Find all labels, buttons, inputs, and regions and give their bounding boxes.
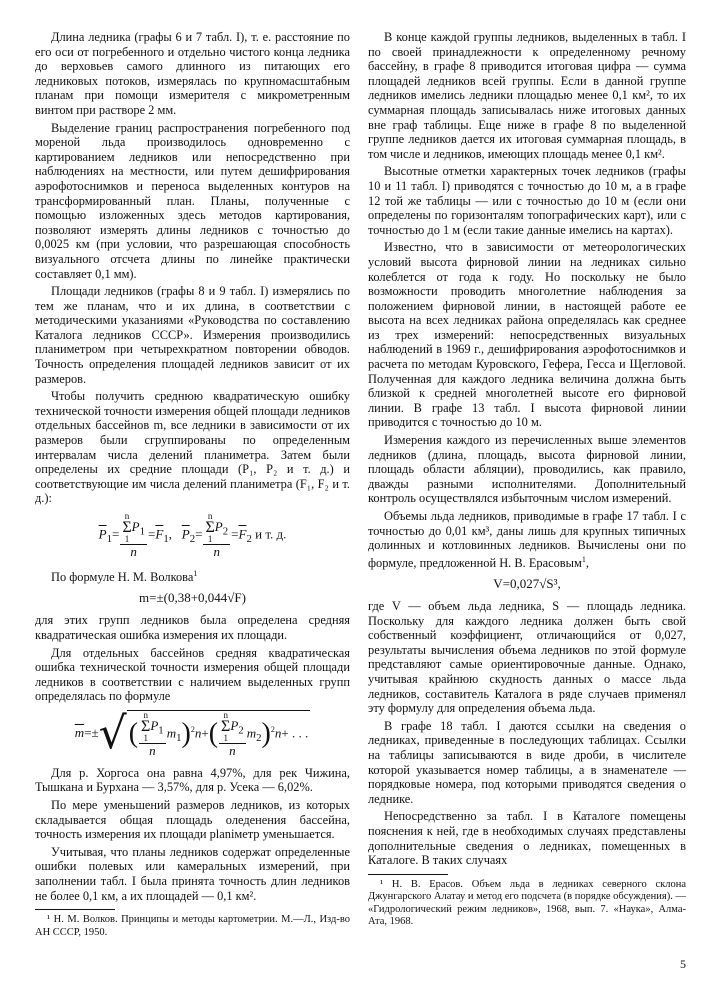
paragraph-debris-ice: Выделение границ распространения погребенного под мореной льда производилось одновременно с картированием ледников или непосредственно при наблюдениях на местности, или путем дешифрирования аэрофотоснимков и переноса выделенных контуров на трансформированный план. Планы, полученные с помощью изложенных здесь методов картирования, позволяют измерять длины ледников с точностью до 0,0025 км (при условии, что разрешающая способность визуального отсчета длины по линейке практически составляет 0,1 мм). xyxy=(35,120,350,281)
paragraph-volume-notes: где V — объем льда ледника, S — площадь ледника. Поскольку для каждого ледника должен быть свой собственный коэффициент, отличающийся от 0,027, результаты вычисления объема ледников по этой формуле представляют самые ориентировочные данные. Однако, учитывая крайнюю скудность данных о массе льда ледников, составитель Каталога в ряде случаев применял эту формулу для определения объема льда. xyxy=(368,599,686,716)
paragraph-firn-line: Известно, что в зависимости от метеорологических условий высота фирновой линии на ледниках сильно колеблется от года к году. Но поскольку не было возможности проводить многолетние наблюдения за положением фирновой линии, в настоящей работе ее высота на всех ледниках района определялась как среднее из трех измерений: непосредственных визуальных наблюдений в 1969 г., дешифрирования аэрофотоснимков и расчета по методам Куровского, Гефера, Гесса и Щегловой. Полученная для каждого ледника величина должна быть близкой к средней многолетней высоте его фирновой линии. В графе 13 табл. I высота фирновой линии приводится с точностью до 10 м. xyxy=(368,240,686,430)
footnote-volkov: ¹ Н. М. Волков. Принципы и методы картометрии. М.—Л., Изд-во АН СССР, 1950. xyxy=(35,914,350,938)
paragraph-explanations: Непосредственно за табл. I в Каталоге помещены пояснения к ней, где в необходимых случаях представлены дополнительные сведения о ледниках, помещенных в Каталоге. В таких случаях xyxy=(368,809,686,868)
footnote-divider xyxy=(368,874,448,875)
formula-basin-error: $\overline{m}=\pm√$( n Σ $1P_1$ n $m_1)^2n+$( n Σ $1P_2$ n $m_2)^2n+$ . . . xyxy=(74,707,309,759)
footnote-erasov: ¹ Н. В. Ерасов. Объем льда в ледниках северного склона Джунгарского Алатау и метод его подсчета (в порядке обсуждения). — «Гидрологический режим ледников», 1968, вып. 7. «Наука», Алма-Ата, 1968. xyxy=(368,878,686,928)
paragraph-glacier-length: Длина ледника (графы 6 и 7 табл. I), т. е. расстояние по его оси от погребенного и отдельно чистого конца ледника до верховьев самого длинного из питающих его ледниковых потоков, измерялась по крупномасштабным планам при помощи измерителя с микрометренным винтом при растворе 2 мм. xyxy=(35,30,350,117)
paragraph-group-error: для этих групп ледников была определена средняя квадратическая ошибка измерения их площади. xyxy=(35,613,350,642)
paragraph-horgos: Для р. Хоргоса она равна 4,97%, для рек Чижина, Тышкана и Бурхана — 3,57%, для р. Усека — 6,02%. xyxy=(35,765,350,795)
formula-volkov: m=±(0,38+0,044√F) xyxy=(139,589,246,605)
paragraph-glacier-areas: Площади ледников (графы 8 и 9 табл. I) измерялись по тем же планам, что и их длина, в соответствии с методическими указаниями «Руководства по составлению Каталога ледников СССР». Измерения производились планиметром при четырехкратном повторении обводов. Точность определения площадей ледников зависит от их размеров. xyxy=(35,284,350,386)
paragraph-references: В графе 18 табл. I даются ссылки на сведения о ледниках, приведенные в последующих таблицах. Ссылки на таблицы записываются в виде дроби, в числителе которой указывается номер таблицы, а в знаменателе — порядковые номера, под которыми приводятся сведения о леднике. xyxy=(368,718,686,806)
paragraph-ice-volume: Объемы льда ледников, приводимые в графе 17 табл. I с точностью до 0,01 км³, даны лишь для крупных типичных долинных и котловинных ледников. Вычислены они по формуле, предложенной Н. В. Ерасовым$^1$, xyxy=(368,509,686,570)
footnote-divider xyxy=(35,909,115,910)
paragraph-group-totals: В конце каждой группы ледников, выделенных в табл. I по своей принадлежности к определенному речному бассейну, в графе 8 приводится итоговая цифра — сумма площадей ледников всей группы. Если в данной группе ледников имелись ледники площадью менее 0,1 км², то их суммарная площадь записывалась ниже итоговых данных вне граф таблицы. Еще ниже в графе 8 по выделенной группе ледников дается их итоговая суммарная площадь, в том числе и ледников, имеющих площадь менее 0,1 км². xyxy=(368,30,686,161)
paragraph-measurements: Измерения каждого из перечисленных выше элементов ледников (длина, площадь, высота фирновой линии, площадь области абляции), проводились, как правило, дважды разными исполнителями. Дополнительный контроль осуществлялся избыточным числом измерений. xyxy=(368,433,686,506)
paragraph-size-decrease: По мере уменьшений размеров ледников, из которых складывается общая площадь оледенения бассейна, точность измерения их площади planiметр уменьшается. xyxy=(35,798,350,842)
page-number: 5 xyxy=(680,957,686,971)
paragraph-volkov: По формуле Н. М. Волкова$^1$ xyxy=(51,569,198,585)
left-column xyxy=(35,30,350,939)
formula-erasov: V=0,027√S³, xyxy=(493,575,561,591)
formula-mean-areas: $\overline{P}_1=$ n Σ $1P_1$ n $=\overline{F}_1$, $\overline{P}_2=$ n Σ $1P_2$ n $=\overline{F}_2$ и т. д. xyxy=(98,511,287,559)
paragraph-mean-error: Чтобы получить среднюю квадратическую ошибку технической точности измерения общей площади ледников отдельных бассейнов m, все ледники в зависимости от их размеров были сгруппированы по определенным интервалам числа делений планиметра. Затем были определены их средние площади (P₁, P₂ и т. д.) и соответствующие им числа делений планиметра (F₁, F₂ и т. д.): xyxy=(35,389,350,506)
paragraph-basin-error: Для отдельных бассейнов средняя квадратическая ошибка технической точности измерения общей площади ледников в соответствии с наличием выделенных групп определялась по формуле xyxy=(35,645,350,704)
formula-tail: и т. д. xyxy=(255,526,287,542)
paragraph-altitudes: Высотные отметки характерных точек ледников (графы 10 и 11 табл. I) приводятся с точностью до 10 м, а в графе 12 той же таблицы — или с точностью до 10 м (если они определены по горизонталям топографических карт), или с точностью до 1 м (если такие данные имелись на картах). xyxy=(368,164,686,237)
right-column xyxy=(368,30,686,929)
paragraph-accuracy: Учитывая, что планы ледников содержат определенные ошибки полевых или камеральных измерений, при заполнении табл. I была принята точность длин ледников не более 0,1 км, а их площадей — 0,1 км². xyxy=(35,844,350,903)
